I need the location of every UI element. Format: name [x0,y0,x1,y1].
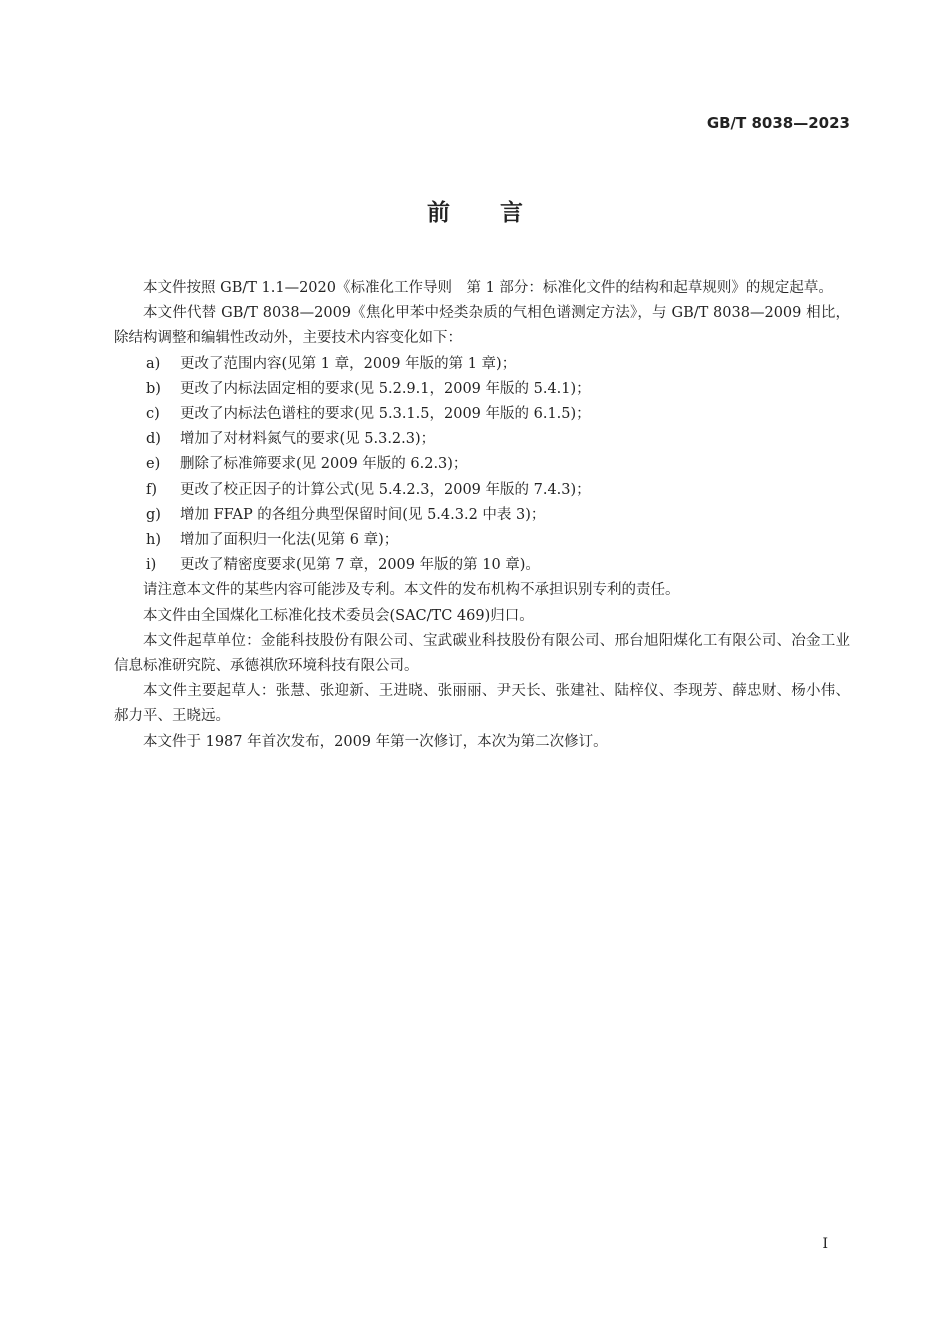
list-item [114,402,850,427]
list-item [114,452,850,477]
list-marker: e) [146,456,161,473]
list-item-text: 增加了对材料氮气的要求(见 5.3.2.3)； [180,431,436,448]
list-item [114,352,850,377]
list-marker: g) [146,506,161,523]
page-title: 前言 [427,200,573,226]
list-marker: f) [146,481,158,498]
paragraph-replacement: 本文件代替 GB/T 8038—2009《焦化甲苯中烃类杂质的气相色谱测定方法》，与 GB/T 8038—2009 相比，除结构调整和编辑性改动外，主要技术内容变化如下： [114,305,850,347]
list-item-text: 删除了标准筛要求(见 2009 年版的 6.2.3)； [180,456,468,473]
paragraph-committee: 本文件由全国煤化工标准化技术委员会(SAC/TC 469)归口。 [143,607,534,624]
paragraph-history: 本文件于 1987 年首次发布，2009 年第一次修订，本次为第二次修订。 [143,733,608,750]
paragraph-drafting-rules: 本文件按照 GB/T 1.1—2020《标准化工作导则 第 1 部分：标准化文件的结构和起草规则》的规定起草。 [143,280,833,296]
list-item-text: 增加了面积归一化法(见第 6 章)； [180,532,399,549]
list-item-text: 更改了校正因子的计算公式(见 5.4.2.3，2009 年版的 7.4.3)； [180,481,591,498]
list-item [114,528,850,553]
list-item-text: 更改了范围内容(见第 1 章，2009 年版的第 1 章)； [180,355,517,372]
list-item [114,503,850,528]
list-item [114,427,850,452]
paragraph-drafters: 本文件主要起草人：张慧、张迎新、王进晓、张丽丽、尹天长、张建社、陆梓仪、李现芳、薛忠财、杨小伟、郝力平、王晓远。 [114,683,850,725]
list-marker: h) [146,532,161,549]
list-marker: c) [146,406,160,423]
list-item-text: 更改了内标法色谱柱的要求(见 5.3.1.5，2009 年版的 6.1.5)； [180,406,591,423]
changes-list [114,352,850,579]
list-item-text: 更改了精密度要求(见第 7 章，2009 年版的第 10 章)。 [180,557,540,574]
paragraph-patent-notice: 请注意本文件的某些内容可能涉及专利。本文件的发布机构不承担识别专利的责任。 [143,582,680,599]
list-marker: d) [146,431,161,448]
list-item-text: 更改了内标法固定相的要求(见 5.2.9.1，2009 年版的 5.4.1)； [180,380,591,397]
preface-body [114,276,850,755]
list-marker: b) [146,380,161,397]
list-marker: a) [146,355,161,372]
list-item [114,377,850,402]
page-number: I [822,1236,828,1252]
paragraph-drafting-units: 本文件起草单位：金能科技股份有限公司、宝武碳业科技股份有限公司、邢台旭阳煤化工有限公司、冶金工业信息标准研究院、承德祺欣环境科技有限公司。 [114,632,850,675]
list-item [114,478,850,503]
list-marker: i) [146,557,157,574]
standard-code: GB/T 8038—2023 [706,114,850,132]
list-item [114,553,850,578]
list-item-text: 增加 FFAP 的各组分典型保留时间(见 5.4.3.2 中表 3)； [180,506,546,523]
